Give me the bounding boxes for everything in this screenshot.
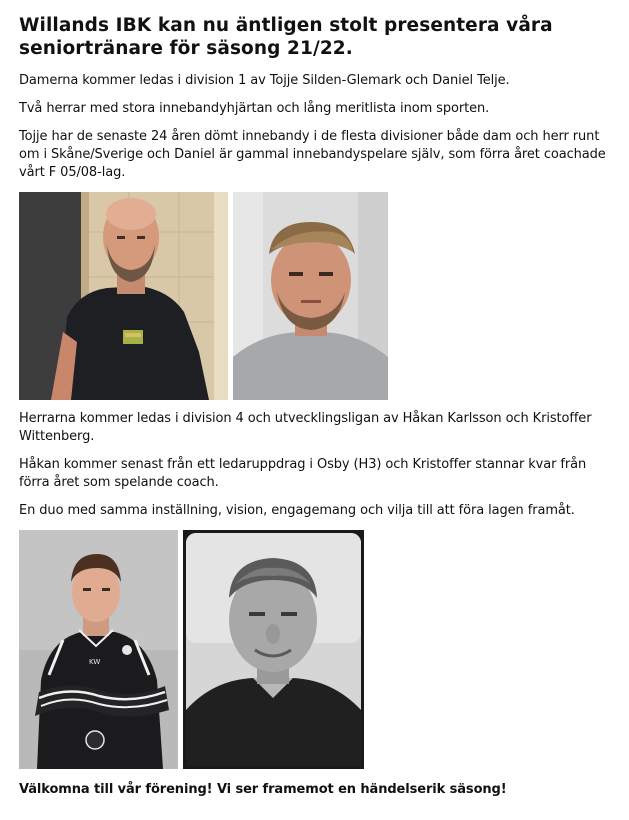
article bbox=[19, 14, 619, 809]
paragraph-men-2: Håkan kommer senast från ett ledaruppdrag i Osby (H3) och Kristoffer stannar kvar från förra året som spelande coach. bbox=[19, 457, 587, 490]
club-crest-icon-2 bbox=[86, 731, 104, 749]
paragraph-women-2: Två herrar med stora innebandyhjärtan och lång meritlista inom sporten. bbox=[19, 101, 490, 116]
jacket-initials-text: KW bbox=[89, 658, 101, 666]
paragraph-men-1: Herrarna kommer ledas i division 4 och utvecklingsligan av Håkan Karlsson och Kristoffer Wittenberg. bbox=[19, 411, 592, 444]
photo-coach-tojje bbox=[19, 192, 228, 400]
paragraph-men-3: En duo med samma inställning, vision, engagemang och vilja till att föra lagen framåt. bbox=[19, 503, 575, 518]
photo-coach-kristoffer bbox=[19, 530, 178, 769]
photo-row-men-coaches bbox=[19, 530, 619, 769]
paragraph-women-3: Tojje har de senaste 24 åren dömt innebandy i de flesta divisioner både dam och herr runt om i Skåne/Sverige och Daniel är gammal innebandyspelare själv, som förra året coachade vårt F 05/08-lag. bbox=[19, 129, 606, 180]
photo-coach-hakan bbox=[183, 530, 364, 769]
paragraph-women-1: Damerna kommer ledas i division 1 av Tojje Silden-Glemark och Daniel Telje. bbox=[19, 73, 510, 88]
closing-message: Välkomna till vår förening! Vi ser framemot en händelserik säsong! bbox=[19, 782, 507, 797]
article-title: Willands IBK kan nu äntligen stolt presentera våra seniortränare för säsong 21/22. bbox=[19, 15, 553, 59]
club-crest-icon bbox=[122, 645, 132, 655]
photo-coach-daniel bbox=[233, 192, 388, 400]
photo-row-women-coaches bbox=[19, 192, 619, 400]
